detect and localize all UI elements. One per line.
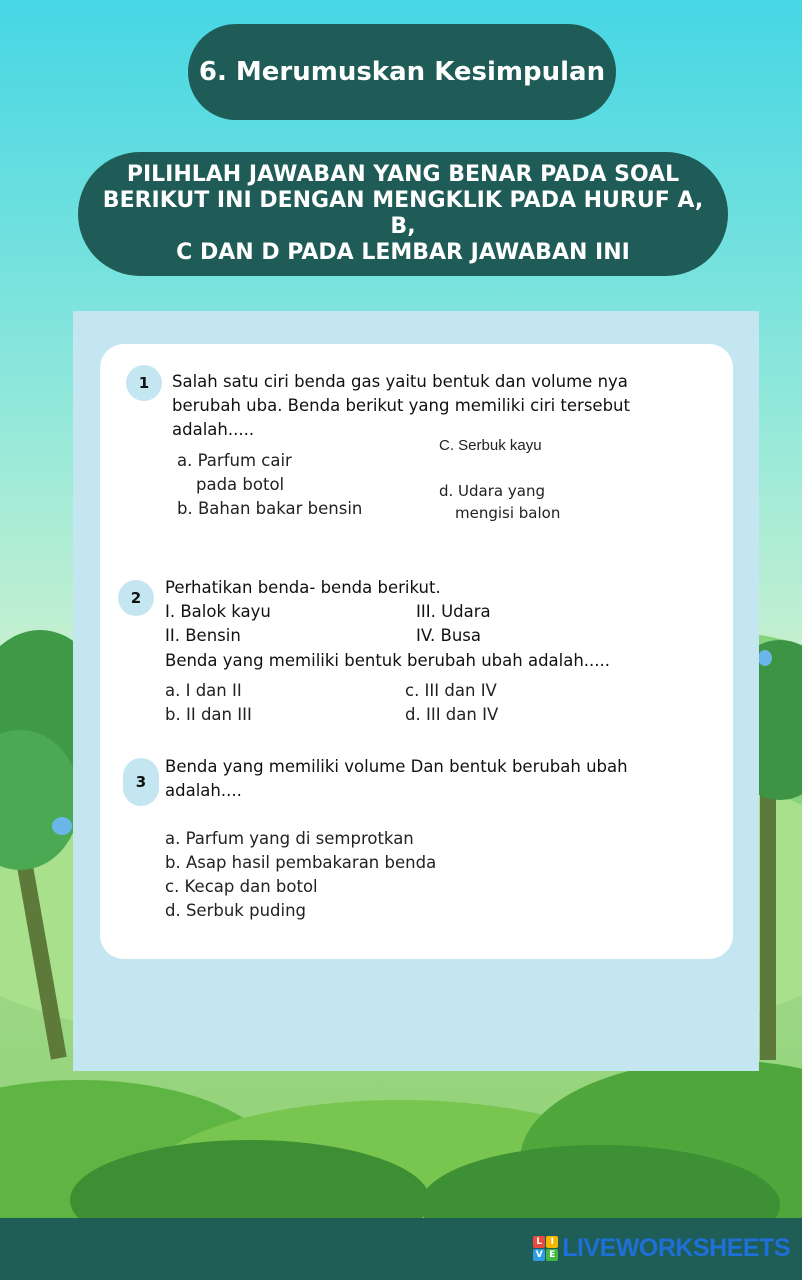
liveworksheets-logo[interactable] <box>533 1234 790 1263</box>
q1-option-c[interactable]: C. Serbuk kayu <box>439 437 542 454</box>
question-1-text-line: adalah..... <box>172 420 255 439</box>
q3-option-a[interactable]: a. Parfum yang di semprotkan <box>165 829 414 848</box>
question-1-text-line: berubah uba. Benda berikut yang memiliki ciri tersebut <box>172 396 630 415</box>
question-number-badge: 2 <box>118 580 154 616</box>
logo-letter: L <box>533 1236 545 1248</box>
brand-name: LIVEWORKSHEETS <box>562 1234 790 1262</box>
instruction-line: BERIKUT INI DENGAN MENGKLIK PADA HURUF A, B, <box>102 188 704 239</box>
q2-option-d[interactable]: d. III dan IV <box>405 705 499 724</box>
logo-letter: E <box>546 1249 558 1261</box>
logo-letter: V <box>533 1249 545 1261</box>
q2-option-a[interactable]: a. I dan II <box>165 681 242 700</box>
q3-option-d[interactable]: d. Serbuk puding <box>165 901 307 920</box>
question-2-text-line: Perhatikan benda- benda berikut. <box>165 578 441 597</box>
q2-item: I. Balok kayu <box>165 602 271 621</box>
q1-option-a-continued[interactable]: pada botol <box>196 475 285 494</box>
question-1-text-line: Salah satu ciri benda gas yaitu bentuk dan volume nya <box>172 372 628 391</box>
q2-option-c[interactable]: c. III dan IV <box>405 681 497 700</box>
instruction-line: C DAN D PADA LEMBAR JAWABAN INI <box>176 240 630 265</box>
instruction-banner <box>78 152 728 276</box>
q3-option-b[interactable]: b. Asap hasil pembakaran benda <box>165 853 437 872</box>
liveworksheets-logo-icon <box>533 1236 558 1261</box>
q2-item: III. Udara <box>416 602 491 621</box>
question-2-text-line: Benda yang memiliki bentuk berubah ubah adalah..... <box>165 651 611 670</box>
logo-letter: I <box>546 1236 558 1248</box>
q1-option-b[interactable]: b. Bahan bakar bensin <box>177 499 363 518</box>
question-number-badge: 1 <box>126 365 162 401</box>
q3-option-c[interactable]: c. Kecap dan botol <box>165 877 318 896</box>
page-title: 6. Merumuskan Kesimpulan <box>188 24 616 120</box>
instruction-line: PILIHLAH JAWABAN YANG BENAR PADA SOAL <box>126 162 680 187</box>
q2-item: II. Bensin <box>165 626 241 645</box>
q1-option-d-continued[interactable]: mengisi balon <box>455 504 561 522</box>
question-3-text-line: adalah.... <box>165 781 242 800</box>
footer-bar <box>0 1218 802 1280</box>
q1-option-a[interactable]: a. Parfum cair <box>177 451 292 470</box>
q2-item: IV. Busa <box>416 626 482 645</box>
question-3-text-line: Benda yang memiliki volume Dan bentuk berubah ubah <box>165 757 628 776</box>
q1-option-d[interactable]: d. Udara yang <box>439 482 545 500</box>
q2-option-b[interactable]: b. II dan III <box>165 705 252 724</box>
question-number-badge: 3 <box>123 758 159 806</box>
